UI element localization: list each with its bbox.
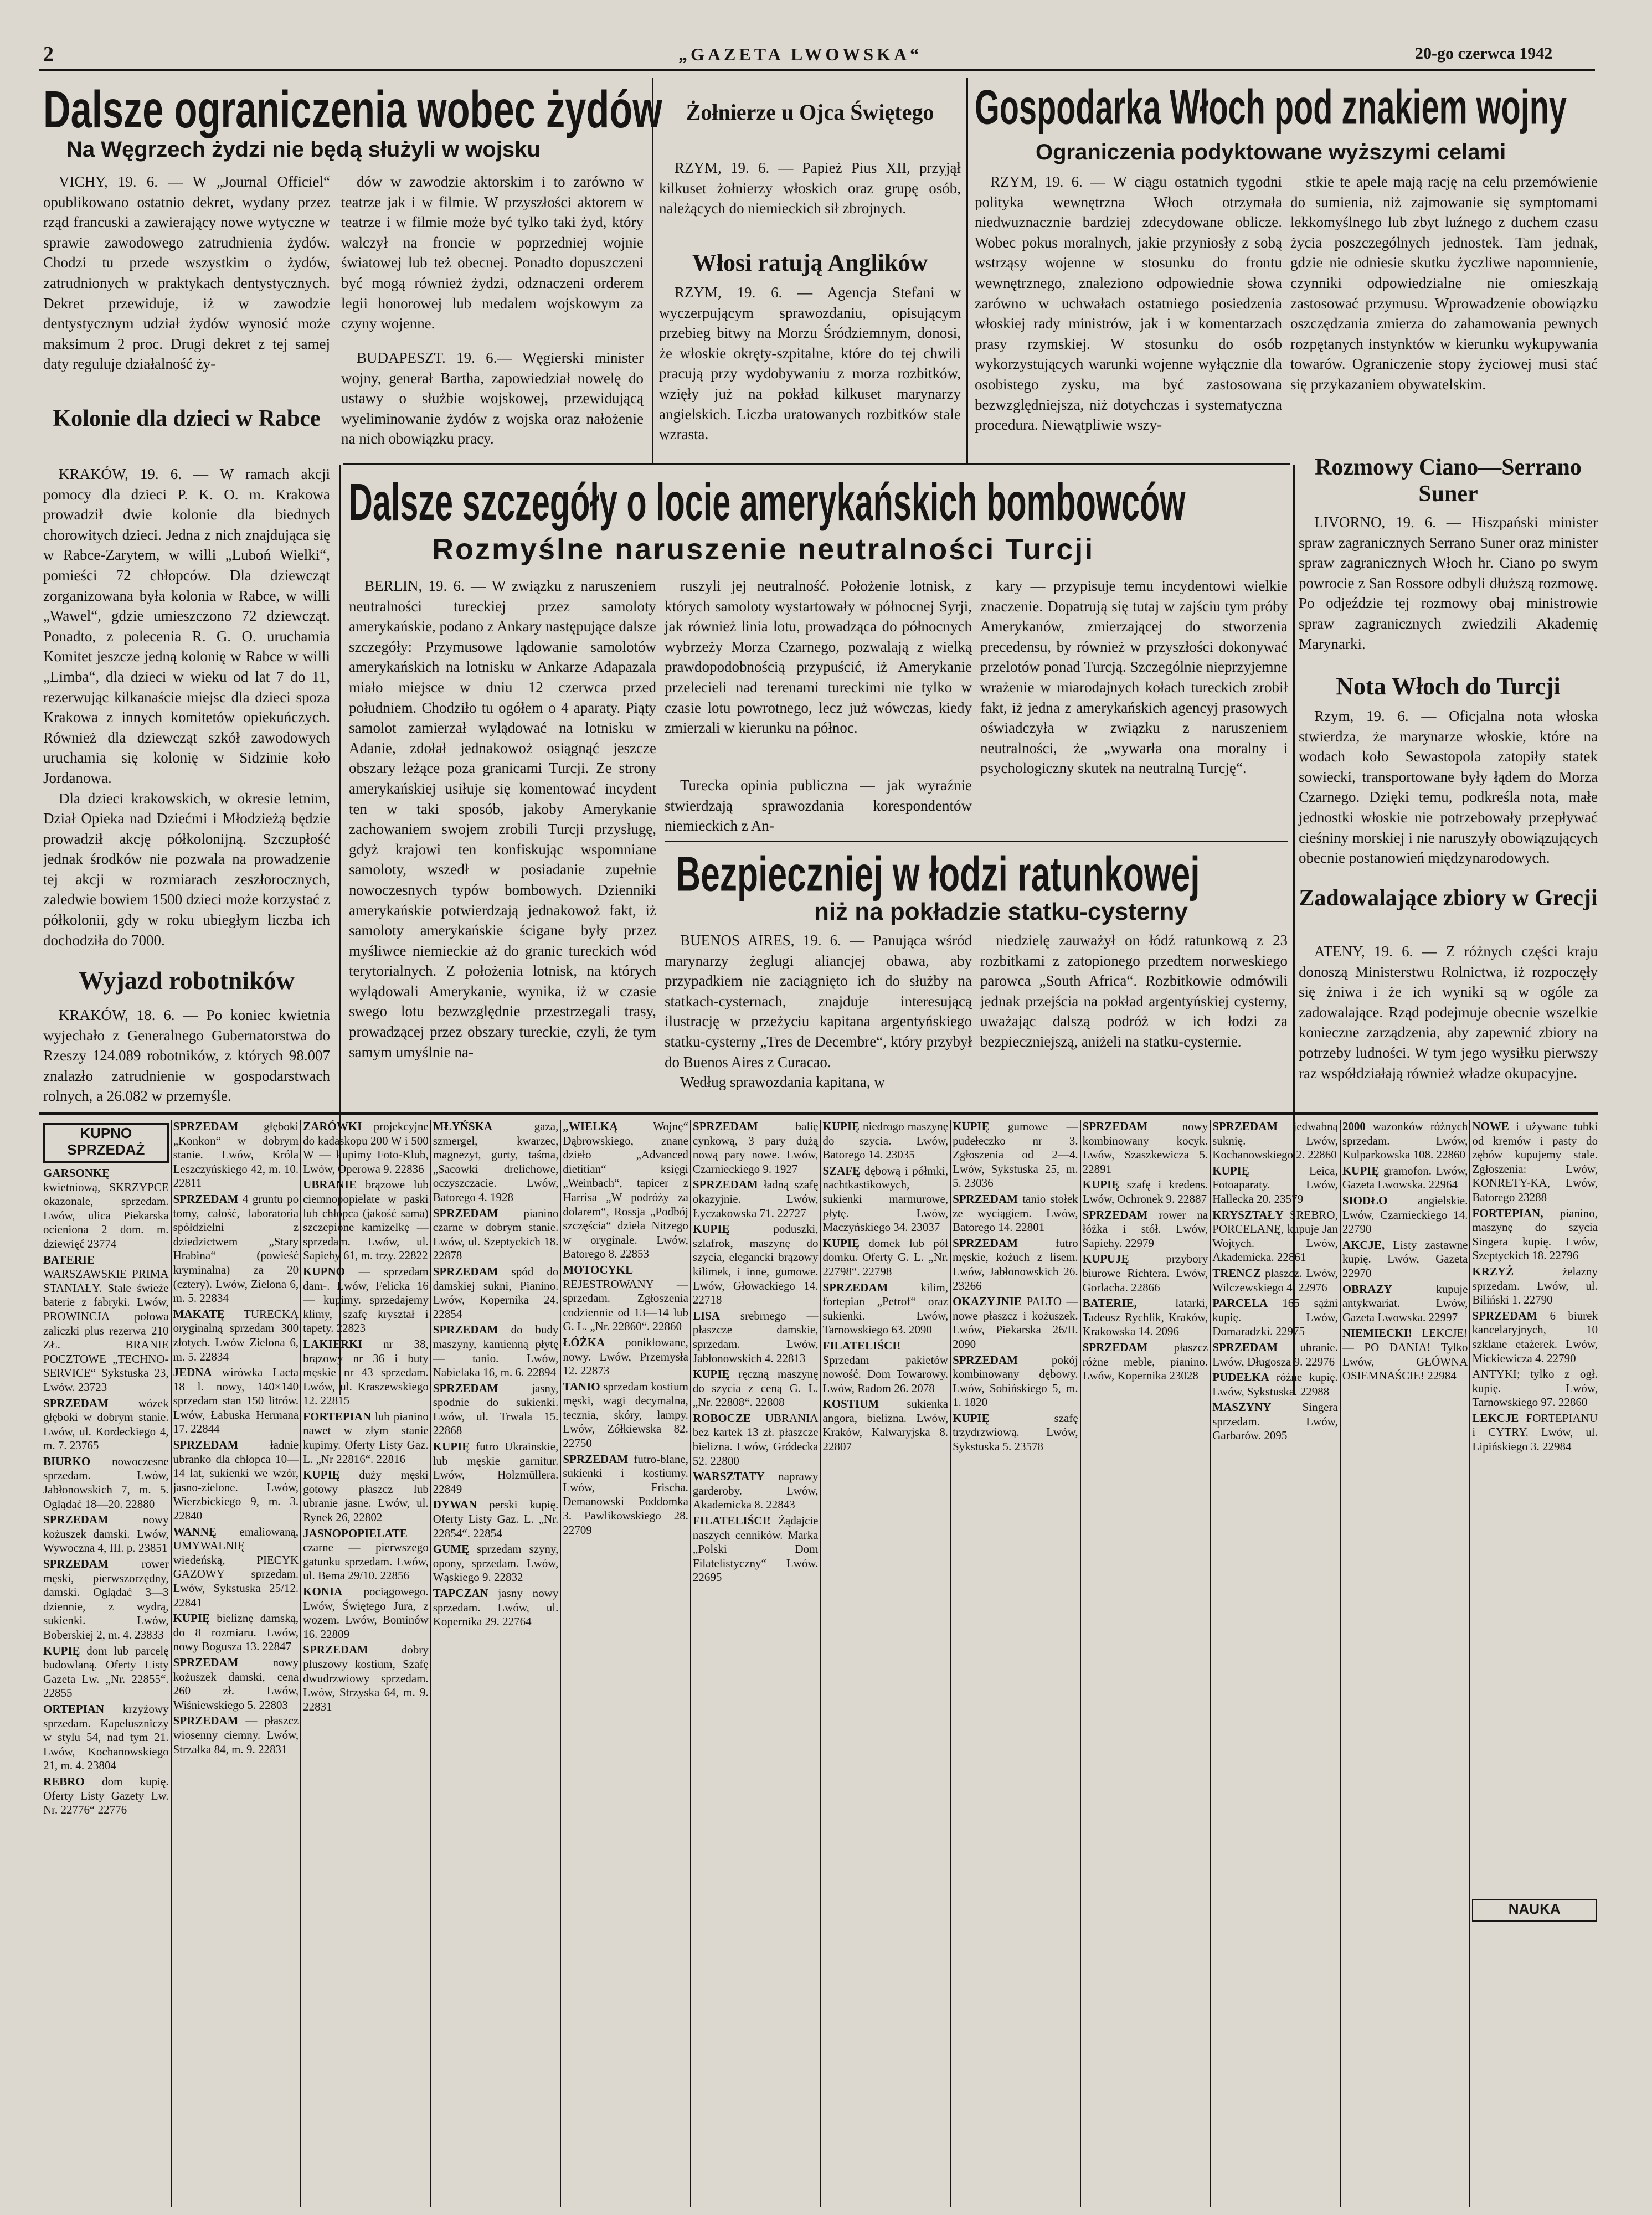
article-bombowce-col3: kary — przypisuje temu incydentowi wielkie znaczenie. Dopatrują się tutaj w zajściu tym próby Amerykanów, zmierzającej do stworzenia precedensu, by również w przyszłości dokonywać przelotów ponad Turcją. Szczególnie nieprzyjemne wrażenie w miarodajnych kołach tureckich zrobił fakt, iż jedna z amerykańskich agencyj prasowych oświadczyła w związku z naruszeniem neutralności, że „wywarła ona moralny i psychologiczny skutek na neutralną Turcję“. [980,578,1288,777]
subheadline-bombowce: Rozmyślne naruszenie neutralności Turcji [432,533,1095,566]
classified-ad: OBRAZY kupuje antykwariat. Lwów, Gazeta Lwowska. 22997 [1342,1282,1468,1324]
classified-ad: TAPCZAN jasny nowy sprzedam. Lwów, ul. Kopernika 29. 22764 [433,1586,559,1629]
classified-ad: KUPIĘ duży męski gotowy płaszcz lub ubranie jasne. Lwów, ul. Rynek 26, 22802 [303,1468,429,1524]
classified-ad: ROBOCZE UBRANIA bez kartek 13 zł. płaszcze bielizna. Lwów, Gródecka 52. 22800 [692,1411,819,1467]
classified-ad: KRYSZTAŁY SREBRO, PORCELANĘ, kupuje Jan Wojtych. Lwów, Akademicka. 22861 [1212,1208,1338,1264]
classifieds-column [953,1120,1078,2207]
classified-ad: KUPIĘ gumowe — pudełeczko nr 3. Zgłoszenia od 2—4. Lwów, Sykstuska 25, m. 5. 23036 [953,1120,1078,1190]
kupno-sprzedaz-label: KUPNO SPRZEDAŻ [43,1123,169,1163]
classified-ad: SPRZEDAM jasny, spodnie do sukienki. Lwów, ul. Trwala 15. 22868 [433,1381,559,1438]
subheadline-gospodarka: Ograniczenia podyktowane wyższymi celami [1036,140,1506,164]
classified-ad: LEKCJE FORTEPIANU i CYTRY. Lwów, ul. Lipińskiego 3. 22984 [1472,1411,1598,1454]
classifieds-column [303,1120,429,2207]
classifieds-column-rule [300,1120,301,2207]
article-bombowce-col1: BERLIN, 19. 6. — W związku z naruszeniem neutralności tureckiej przez samoloty amerykańskie, podano z Ankary następujące dalsze szczegóły: Przymusowe lądowanie samolotów amerykańskich na lotnisku w Ankarze Adapazala miało miejsce w dniu 12 czerwca przed południem. Chodziło tu ogółem o 4 aparaty. Piąty samolot zamierzał wylądować na lotnisku w Adanie, zdołał jednakowoż osiągnąć jeszcze obszary leżące poza granicami Turcji. Ze strony amerykańskiej usiłuje się komentować incydent ten w taki sposób, jakoby Amerykanie zachowaniem swojem zrobili Turcji przysługę, gdyż krajowi ten konfiskując wspomniane samoloty, wszedł w posiadanie zupełnie nowoczesnych typów bombowych. Dzienniki amerykańskie potwierdzają jednakowoż fakt, iż samoloty amerykańskie ścigane były przez myśliwce niemieckie aż do granic tureckich wód terytorialnych. Z położenia lotnisk, na których wylądowali Amerykanie, wynika, iż w czasie swego lotu bezwzględnie przestrzegali trasy, prowadzącej przez obszary tureckie, czyli, że tym samym umyślnie na- [349,578,656,1060]
classified-ad: KUPNO — sprzedam dam-. Lwów, Felicka 16 — kupimy. sprzedajemy klimy, szafę kryształ i tapety. 22823 [303,1264,429,1335]
classified-ad: JASNOPOPIELATE czarne — pierwszego gatunku sprzedam. Lwów, ul. Bema 29/10. 22856 [303,1526,429,1583]
article-zydzi-col2: dów w zawodzie aktorskim i to zarówno w teatrze jak i w filmie. W przyszłości aktorem w teatrze i w filmie może być tylko taki żyd, który walczył na froncie w poprzedniej wojnie światowej lub też obecnej. Ponadto dopuszczeni być mogą również żydzi, odznaczeni orderem legii honorowej lub medalem wojskowym za czyny wojenne. [341,173,644,332]
classifieds-column [1342,1120,1468,2207]
classified-ad: MASZYNY Singera sprzedam. Lwów, Garbarów. 2095 [1212,1400,1338,1443]
classified-ad: OKAZYJNIE PALTO — nowe płaszcz i kożuszek. Lwów, Piekarska 26/II. 2090 [953,1295,1078,1351]
headline-gospodarka: Gospodarka Włoch pod znakiem wojny [975,80,1567,135]
article-kolonie: KRAKÓW, 19. 6. — W ramach akcji pomocy dla dzieci P. K. O. m. Krakowa prowadził dwie kolonie dla biednych chorowitych dzieci. Jedna z nich znajdująca się w Rabce-Zarytem, w willi „Luboń Wielki“, pomieści 72 chłopców. Dla dziewcząt zorganizowana była kolonia w Rabce, w willi „Wawel“, gdzie umieszczono 72 dziewcząt. Ponadto, z polecenia R. G. O. uruchamia Komitet jeszcze jedną kolonię w Rabce w willi „Limba“, dla dzieci w wieku od lat 7 do 11, rezerwując kilkanaście miejsc dla dzieci spoza Krakowa z innych komitetów opiekuńczych. Również dla dziewcząt szkół zawodowych uruchamia się kolonię w Sidzinie koło Jordanowa. Dla dzieci krakowskich, w okresie letnim, Dział Opieka nad Dziećmi i Młodzieżą będzie prowadził akcję półkolonijną. Szczupłość jednak środków nie pozwala na prowadzenie tej akcji w rozmiarach zeszłorocznych, zaledwie bowiem 1500 dzieci może korzystać z półkolonii, gdy w roku ubiegłym liczba ich dochodziła do 7000. [43,466,330,949]
classified-ad: SPRZEDAM ubranie. Lwów, Długosza 9. 22976 [1212,1340,1338,1368]
classified-ad: MŁYŃSKA gaza, szmergel, kwarzec, magnezyt, gurty, taśma, „Sacowki drelichowe, oczyszczacie. Lwów, Batorego 4. 1928 [433,1120,559,1204]
classified-ad: SZAFĘ dębową i półmki, nachtkastikowych, sukienki marmurowe, płytę. Lwów, Maczyńskiego 34. 23037 [822,1163,949,1234]
classifieds-column-rule [1469,1120,1470,2207]
classifieds-column-rule [950,1120,951,2207]
classified-ad: KUPIĘ gramofon. Lwów, Gazeta Lwowska. 22964 [1342,1163,1468,1192]
classified-ad: KUPIĘ dom lub parcelę budowlaną. Oferty Listy Gazeta Lw. „Nr. 22855“. 22855 [43,1644,169,1700]
article-bombowce-col2: ruszyli jej neutralność. Położenie lotnisk, z których samoloty wystartowały w północnej Syrji, jak również linia lotu, prowadząca do północnych wybrzeży Morza Czarnego, pozwalają z wielką prawdopodobnością przypuścić, iż Amerykanie przelecieli nad terenami tureckimi nie tylko w czasie lotu powrotnego, lecz już wówczas, kiedy zmierzali w kierunku na północ. [665,578,972,736]
classified-ad: SPRZEDAM pianino czarne w dobrym stanie. Lwów, ul. Szeptyckich 18. 22878 [433,1206,559,1263]
classified-ad: MOTOCYKL REJESTROWANY — sprzedam. Zgłoszenia codziennie od 13—14 lub G. L. „Nr. 22860“. 22860 [563,1263,688,1333]
classified-ad: FORTEPIAN, pianino, maszynę do szycia Singera kupię. Lwów, Szeptyckich 18. 22796 [1472,1206,1598,1263]
classified-ad: KUPIĘ ręczną maszynę do szycia z ceną G. L. „Nr. 22808“. 22808 [692,1367,819,1409]
classified-ad: SPRZEDAM głęboki „Konkon“ w dobrym stanie. Lwów, Króla Leszczyńskiego 42, m. 10. 22811 [173,1120,299,1190]
classified-ad: SPRZEDAM nowy kożuszek damski. Lwów, Wywoczna 4, III. p. 23851 [43,1513,169,1555]
headline-rozmowy: Rozmowy Ciano—Serrano Suner [1315,455,1582,507]
nauka-label: NAUKA [1472,1899,1597,1922]
column-rule [966,78,968,465]
classified-ad: SPRZEDAM spód do damskiej sukni, Pianino. Lwów, Kopernika 24. 22854 [433,1264,559,1321]
classified-ad: WARSZTATY naprawy garderoby. Lwów, Akademicka 8. 22843 [692,1470,819,1512]
classifieds-column [563,1120,688,2207]
classified-ad: SPRZEDAM płaszcz różne meble, pianino. Lwów, Kopernika 23028 [1082,1340,1208,1383]
masthead: „GAZETA LWOWSKA“ [678,44,923,64]
classified-ad: KUPUJĘ przybory biurowe Richtera. Lwów, Gorlacha. 22866 [1082,1252,1208,1294]
classified-ad: SPRZEDAM nowy kombinowany kocyk. Lwów, Szaszkewicza 5. 22891 [1082,1120,1208,1176]
classifieds-column [433,1120,559,2207]
classified-ad: „WIELKĄ Wojnę“ Dąbrowskiego, znane dzieło „Advanced dietitian“ księgi „Weinbach“, tapicer z Harrisa „W podróży za dolarem“, Rossja „Podbój szczęścia“ dzieła Nitzego w oryginale. Lwów, Batorego 8. 22853 [563,1120,688,1261]
classifieds-column [43,1166,169,2207]
classified-ad: SPRZEDAM pokój kombinowany dębowy. Lwów, Sobińskiego 5, m. 1. 1820 [953,1353,1078,1409]
classified-ad: KUPIĘ szafę trzydrzwiową. Lwów, Sykstuska 5. 23578 [953,1411,1078,1454]
classified-ad: KUPIĘ poduszki, szlafrok, maszynę do szycia, elegancki brązowy kilimek, i inne, gumowe. Lwów, Głowackiego 14. 22718 [692,1222,819,1307]
classified-ad: BATERIE WARSZAWSKIE PRIMA STANIAŁY. Stale świeże baterie z fabryki. Lwów, PROWINCJA połowa zaliczki plus rezerwa 210 ZŁ. BRANIE POCZTOWE „TECHNO-SERVICE“ Sykstuska 23, Lwów. 23723 [43,1253,169,1394]
classifieds-column [173,1120,299,2207]
classified-ad: ANTYKI; tylko z ogł. kupię. Lwów, Tarnowskiego 97. 22860 [1472,1367,1598,1409]
classifieds-column-rule [1080,1120,1081,2207]
classified-ad: SPRZEDAM wózek głęboki w dobrym stanie. Lwów, ul. Kordeckiego 4, m. 7. 23765 [43,1396,169,1452]
classifieds-column-rule [171,1120,172,2207]
classified-ad: UBRANIE brązowe lub ciemnopopielate w paski lub chłopca (jakość sama) szczepione kamizelkę — sprzedam. Lwów, ul. Sapiehy 61, m. trzy. 22822 [303,1178,429,1263]
classified-ad: SPRZEDAM jedwabną suknię. Lwów, Kochanowskiego 2. 22860 [1212,1120,1338,1162]
headline-lodz: Bezpieczniej w łodzi ratunkowej [676,847,1200,902]
article-zolnierze: RZYM, 19. 6. — Papież Pius XII, przyjął kilkuset żołnierzy włoskich oraz grupę osób, należących do niemieckich sił zbrojnych. [659,159,961,217]
classified-ad: BIURKO nowoczesne sprzedam. Lwów, Jabłonowskich 7, m. 5. Oglądać 18—20. 22880 [43,1454,169,1511]
classified-ad: 2000 wazonków różnych sprzedam. Lwów, Kulparkowska 108. 22860 [1342,1120,1468,1162]
classified-ad: TRENCZ płaszcz. Lwów, Wilczewskiego 4. 22976 [1212,1266,1338,1294]
classified-ad: SPRZEDAM kilim, fortepian „Petrof“ oraz sukienki. Lwów, Tarnowskiego 63. 2090 [822,1280,949,1337]
classified-ad: WANNĘ emaliowaną, UMYWALNIĘ wiedeńską, PIECYK GAZOWY sprzedam. Lwów, Sykstuska 25/12. 22841 [173,1524,299,1609]
classifieds-column-rule [1210,1120,1211,2207]
classified-ad: SPRZEDAM — płaszcz wiosenny ciemny. Lwów, Strzałka 84, m. 9. 22831 [173,1714,299,1756]
classifieds-column-rule [1340,1120,1341,2207]
article-rozmowy: LIVORNO, 19. 6. — Hiszpański minister spraw zagranicznych Serrano Suner oraz minister spraw zagranicznych Włoch hr. Ciano po swym powrocie z San Rossore odbyli dłuższą rozmowę. Po odjeździe tej rozmowy obaj ministrowie spraw zagranicznych zwiedzili Akademię Marynarki. [1299,514,1598,652]
classified-ad: FILATELIŚCI! Sprzedam pakietów nowość. Dom Towarowy. Lwów, Radom 26. 2078 [822,1338,949,1395]
classifieds-column [1212,1120,1338,2207]
classified-ad: PUDEŁKA różne kupię. Lwów, Sykstuska. 22988 [1212,1371,1338,1398]
headline-nota: Nota Włoch do Turcji [1336,673,1561,700]
classified-ad: ORTEPIAN krzyżowy sprzedam. Kapeluszniczy w stylu 54, nad tym 21. Lwów, Kochanowskiego 21, m. 4. 23804 [43,1702,169,1773]
headline-zydzi: Dalsze ograniczenia wobec żydów [43,79,662,139]
article-bombowce-col2b: Turecka opinia publiczna — jak wyraźnie stwierdzają sprawozdania korespondentów niemieckich z An- [665,777,972,835]
classified-ad: SPRZEDAM 4 gruntu po tomy, całość, laboratoria spółdzielni z dziedzictwem „Stary Hrabina“ (powieść kryminalna) za 20 (cztery). Lwów, Zielona 6, m. 5. 22834 [173,1192,299,1305]
classified-ad: SPRZEDAM futro-blane, sukienki i kostiumy. Lwów, Frischa. Demanowski Poddomka 3. Pawlikowskiego 28. 22709 [563,1452,688,1537]
classified-ad: SPRZEDAM ładną szafę okazyjnie. Lwów, Łyczakowska 71. 22727 [692,1178,819,1220]
classified-ad: DYWAN perski kupię. Oferty Listy Gaz. L. „Nr. 22854“. 22854 [433,1498,559,1540]
classifieds-column [1472,1120,1598,2207]
classified-ad: SPRZEDAM ładnie ubranko dla chłopca 10—14 lat, sukienki we wzór, jasno-zielone. Lwów, Wierzbickiego 9, m. 3. 22840 [173,1438,299,1523]
classified-ad: SPRZEDAM futro męskie, kożuch z lisem. Lwów, Jabłonowskich 26. 23266 [953,1236,1078,1292]
classifieds-rule [39,1112,1598,1115]
classified-ad: KUPIĘ niedrogo maszynę do szycia. Lwów, Batorego 14. 23035 [822,1120,949,1162]
article-wlosi: RZYM, 19. 6. — Agencja Stefani w wyczerpującym sprawozdaniu, opisującym przebieg bitwy na Morzu Śródziemnym, donosi, że włoskie okręty-szpitalne, które do tej chwili pracują przy wydobywaniu z morza rozbitków, wzięły już na pokład kilkuset marynarzy angielskich. Liczba uratowanych rozbitków stale wzrasta. [659,284,961,443]
header-rule [39,69,1595,71]
classified-ad: SIODŁO angielskie. Lwów, Czarnieckiego 14. 22790 [1342,1193,1468,1236]
article-lodz-col2: niedzielę zauważył on łódź ratunkową z 23 rozbitkami z zatopionego przedtem norweskiego parowca „South Africa“. Rozbitkowie odmówili jednak przejścia na pokład argentyńskiej cysterny, uważając dalszą podróż w ich łodzi za bezpieczniejszą, aniżeli na statku-cysternie. [980,932,1288,1050]
article-lodz-col1: BUENOS AIRES, 19. 6. — Panująca wśród marynarzy żeglugi aliancjej obawa, aby przypadkiem nie zaciągnięto ich do służby na statkach-cysternach, znajduje interesującą ilustrację w przeżyciu kapitana argentyńskiego statku-cysterny „Tres de Decembre“, który przybył do Buenos Aires z Curacao. Według sprawozdania kapitana, w [665,932,972,1091]
article-gospodarka-col2: stkie te apele mają rację na celu przemówienie do sumienia, niż zajmowanie się symptomami lekkomyślnego lub zbyt luźnego z duchem czasu życia poszczególnych jednostek. Tam jednak, gdzie nie odniesie skutku życzliwe napomnienie, czynniki odpowiedzialne nie omieszkają zastosować przymusu. Wprowadzenie obowiązku oszczędzania zmierza do zahamowania pewnych rozpętanych instynktów w kierunku wykupywania towarów. Ograniczenie stopy życiowej musi stać się przykazaniem obywatelskim. [1290,173,1598,393]
classified-ad: PARCELA 165 sążni kupię. Lwów, Domaradzki. 22975 [1212,1296,1338,1338]
classifieds-column-rule [690,1120,691,2207]
headline-zolnierze: Żołnierze u Ojca Świętego [686,100,934,125]
classified-ad: ŁÓŻKA ponikłowane, nowy. Lwów, Przemysła 12. 22873 [563,1335,688,1378]
classified-ad: SPRZEDAM tanio stołek ze wyciągiem. Lwów, Batorego 14. 22801 [953,1192,1078,1234]
classified-ad: LAKIERKI nr 38, brązowy nr 36 i buty męskie nr 43 sprzedam. Lwów, ul. Kraszewskiego 12. 22815 [303,1337,429,1408]
headline-robotnicy: Wyjazd robotników [79,966,295,995]
headline-wlosi: Włosi ratują Anglików [692,249,928,276]
headline-kolonie: Kolonie dla dzieci w Rabce [53,406,321,431]
classified-ad: SPRZEDAM do budy maszyny, kamienną płytę — tanio. Lwów, Nabielaka 16, m. 6. 22894 [433,1323,559,1379]
article-zbiory: ATENY, 19. 6. — Z różnych części kraju donoszą Ministerstwu Rolnictwa, iż rozpoczęły się żniwa i że ich wyniki są w ogóle za zadowalające. Rząd podejmuje obecnie wszelkie konieczne zarządzenia, aby zapewnić zbiory na potrzeby ludności. W tym jego wysiłku pierwszy raz współdziałają również władze okupacyjne. [1299,943,1598,1081]
classified-ad: TANIO sprzedam kostium męski, wagi decymalna, tecznia, skóry, lampy. Lwów, Zółkiewska 82. 22750 [563,1379,688,1450]
section-rule [665,841,1288,842]
headline-zbiory: Zadowalające zbiory w Grecji [1299,885,1598,911]
classified-ad: BATERIE, latarki, Tadeusz Rychlik, Kraków, Krakowska 14. 2096 [1082,1296,1208,1338]
classified-ad: FILATELIŚCI! Żądajcie naszych cenników. Marka „Polski Dom Filatelistyczny“ Lwów. 22695 [692,1514,819,1584]
subheadline-lodz: niż na pokładzie statku-cysterny [814,898,1188,925]
classified-ad: KUPIĘ bieliznę damską, do 8 rozmiaru. Lwów, nowy Bogusza 13. 22847 [173,1611,299,1653]
classified-ad: JEDNA wirówka Lacta 18 l. nowy, 140×140 sprzedam stan 150 litrów. Lwów, Łabuska Hermana 17. 22844 [173,1366,299,1436]
classifieds-column-rule [560,1120,561,2207]
classifieds-column [823,1120,949,2207]
classifieds-column-rule [430,1120,431,2207]
classified-ad: MAKATĘ TURECKĄ oryginalną sprzedam 300 złotych. Lwów Zielona 6, m. 5. 22834 [173,1307,299,1363]
page-number: 2 [43,43,57,66]
classified-ad: SPRZEDAM dobry pluszowy kostium, Szafę dwudrzwiowy sprzedam. Lwów, Strzyska 64, m. 9. 22831 [303,1643,429,1713]
section-rule [343,463,1290,465]
article-zydzi-col2b: BUDAPESZT. 19. 6.— Węgierski minister wojny, generał Bartha, zapowiedział nowelę do ustawy o służbie wojskowej, przewidującą wyeliminowanie żydów z wojska oraz nałożenie na nich obowiązku pracy. [341,349,644,447]
classifieds-column [1083,1120,1208,2207]
article-robotnicy: KRAKÓW, 18. 6. — Po koniec kwietnia wyjechało z Generalnego Gubernatorstwa do Rzeszy 124.089 robotników, z których 98.007 znalazło zatrudnienie w gospodarstwach rolnych, a 26.082 w przemyśle. [43,1007,330,1105]
classified-ad: KRZYŻ żelazny sprzedam. Lwów, ul. Biliński 1. 22790 [1472,1264,1598,1307]
classifieds-column [693,1120,819,2207]
classified-ad: SPRZEDAM rower męski, pierwszorzędny, damski. Oglądać 3—3 dziennie, z wydrą, sukienki. Lwów, Boberskiej 2, m. 4. 23833 [43,1557,169,1641]
classified-ad: REBRO dom kupię. Oferty Listy Gazety Lw. Nr. 22776“ 22776 [43,1774,169,1817]
classified-ad: KUPIĘ Leica, Fotoaparaty. Lwów, Hallecka 20. 23579 [1212,1163,1338,1206]
subheadline-zydzi: Na Węgrzech żydzi nie będą służyli w wojsku [66,137,541,162]
classified-ad: SPRZEDAM 6 biurek kancelaryjnych, 10 szklane etażerek. Lwów, Mickiewicza 4. 22790 [1472,1309,1598,1365]
classified-ad: AKCJE, Listy zastawne kupię. Lwów, Gazeta 22970 [1342,1238,1468,1280]
article-nota: Rzym, 19. 6. — Oficjalna nota włoska stwierdza, że marynarze włoskie, które na wodach koło Sewastopola zatopiły statek sowiecki, transportowane były łądem do Morza Czarnego. Dzięki temu, podkreśla nota, małe jednostki włoskie nie potrzebowały przepływać cieśniny morskiej i nie naruszyły obowiązujących obecnie postanowień międzynarodowych. [1299,708,1598,867]
classified-ad: KUPIĘ domek lub pół domku. Oferty G. L. „Nr. 22798“. 22798 [822,1236,949,1278]
issue-date: 20-go czerwca 1942 [1415,44,1553,63]
classifieds-column-rule [820,1120,821,2207]
classified-ad: GARSONKĘ kwietniową, SKRZYPCE okazonale, sprzedam. Lwów, ulica Piekarska ocieniona 2 dom. m. dziewięć 23774 [43,1166,169,1250]
classified-ad: LISA srebrnego — płaszcze damskie, sprzedam. Lwów, Jabłonowskich 4. 22813 [692,1309,819,1365]
classified-ad: KOSTIUM sukienka angora, bielizna. Lwów, Kraków, Kalwaryjska 8. 22807 [822,1397,949,1454]
classified-ad: NOWE i używane tubki od kremów i pasty do zębów kupujemy stale. Zgłoszenia: Lwów, KONRETY-KA, Lwów, Batorego 23288 [1472,1120,1598,1204]
classified-ad: SPRZEDAM rower na łóżka i stół. Lwów, Sapiehy. 22979 [1082,1208,1208,1250]
classified-ad: GUMĘ sprzedam szyny, opony, sprzedam. Lwów, Wąskiego 9. 22832 [433,1542,559,1584]
classified-ad: KUPIĘ szafę i kredens. Lwów, Ochronek 9. 22887 [1082,1178,1208,1206]
headline-bombowce: Dalsze szczegóły o locie amerykańskich bombowców [349,473,1186,532]
article-gospodarka-col1: RZYM, 19. 6. — W ciągu ostatnich tygodni polityka wewnętrzna Włoch otrzymała niedwuznacznie bardziej zdecydowane oblicze. Wobec pokus moralnych, jakie przyniosły z sobą wstrząsy wojenne w stosunku do frontu wewnętrznego, znaleziono odpowiednie słowa zarówno w uchwałach ostatniego posiedzenia włoskiej rady ministrów, jak i w komentarzach prasy rzymskiej. W stosunku do osób wykorzystujących warunki wojenne wyłącznie dla osobistego zysku, ma być zastosowana bezwzględniejsza, niż dotychczas i systematyczna procedura. Niewątpliwie wszy- [975,173,1282,434]
classified-ad: ZARÓWKI projekcyjne do kadaskopu 200 W i 500 W — kupimy Foto-Klub, Lwów, Operowa 9. 22836 [303,1120,429,1176]
article-zydzi-col1: VICHY, 19. 6. — W „Journal Officiel“ opublikowano ostatnio dekret, wydany przez rząd francuski a zawierający nowe wytyczne w sprawie zawodowego zatrudnienia żydów. Chodzi tu przede wszystkim o żydów, zatrudnionych w praktykach dentystycznych. Dekret przewiduje, iż w zawodzie dentystycznym udział żydów wynosić może maksimum 2 proc. Drugi dekret z tej samej daty reguluje działalność ży- [43,173,330,373]
classified-ad: SPRZEDAM nowy kożuszek damski, cena 260 zł. Lwów, Wiśniewskiego 5. 22803 [173,1655,299,1712]
classified-ad: NIEMIECKI! LEKCJE! — PO DANIA! Tylko Lwów, GŁÓWNA OSIEMNAŚCIE! 22984 [1342,1326,1468,1383]
classified-ad: KONIA pociągowego. Lwów, Świętego Jura, z wozem. Lwów, Bominów 16. 22809 [303,1585,429,1641]
classified-ad: FORTEPIAN lub pianino nawet w złym stanie kupimy. Oferty Listy Gaz. L. „Nr 22816“. 22816 [303,1409,429,1466]
classified-ad: SPRZEDAM balię cynkową, 3 pary dużą nową pary nowe. Lwów, Czarnieckiego 9. 1927 [692,1120,819,1176]
classified-ad: KUPIĘ futro Ukrainskie, lub męskie garnitur. Lwów, Holzmüllera. 22849 [433,1440,559,1496]
